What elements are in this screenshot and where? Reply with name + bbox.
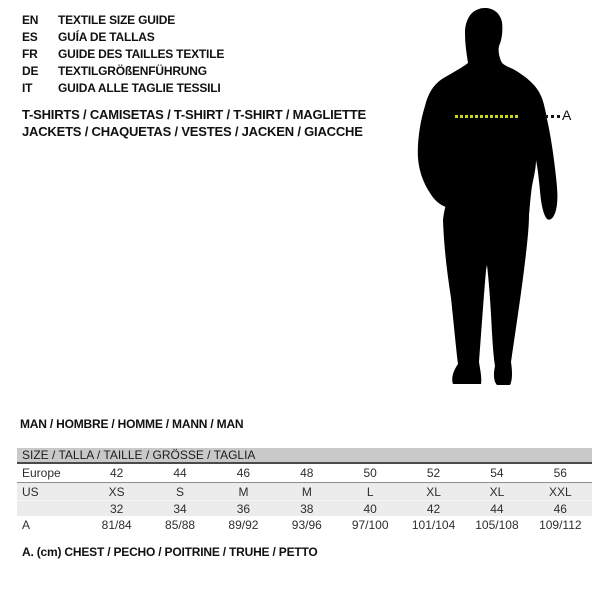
size-cell: 42: [110, 466, 124, 480]
size-cell: 34: [173, 501, 187, 516]
garment-categories: [22, 106, 366, 140]
size-cell: 44: [173, 466, 187, 480]
language-code: ES: [22, 30, 38, 44]
language-row-en: [22, 12, 224, 29]
table-row-numeric: [17, 500, 592, 516]
size-cell: 52: [426, 466, 441, 480]
size-cell: 32: [110, 501, 124, 516]
size-cell: 42: [426, 501, 441, 516]
size-table: [17, 448, 592, 533]
size-cell: XS: [108, 484, 125, 499]
size-cell: 50: [363, 466, 377, 480]
language-code: IT: [22, 81, 33, 95]
measure-label-a: A: [562, 107, 572, 123]
measure-pointer-dashes: [545, 115, 560, 118]
size-row-label: Europe: [22, 466, 61, 480]
language-row-it: [22, 80, 224, 97]
size-cell: 44: [490, 501, 504, 516]
size-cell: 48: [300, 466, 314, 480]
size-cell: 38: [300, 501, 314, 516]
size-cell: 56: [553, 466, 567, 480]
language-row-de: [22, 63, 224, 80]
chest-measure-dashed-line: [455, 115, 518, 118]
table-row-europe: [17, 464, 592, 483]
language-row-fr: [22, 46, 224, 63]
gender-label: MAN / HOMBRE / HOMME / MANN / MAN: [20, 417, 244, 431]
size-cell: XXL: [548, 484, 572, 499]
language-row-es: [22, 29, 224, 46]
size-cell: S: [176, 484, 185, 499]
language-title: GUIDA ALLE TAGLIE TESSILI: [58, 81, 221, 95]
size-cell: M: [301, 484, 312, 499]
language-code: FR: [22, 47, 38, 61]
size-cell: L: [366, 484, 374, 499]
category-tshirts: T-SHIRTS / CAMISETAS / T-SHIRT / T-SHIRT / MAGLIETTE: [22, 107, 366, 122]
size-cell: XL: [426, 484, 441, 499]
size-cell: 93/96: [291, 517, 322, 532]
size-row-label: A: [22, 517, 31, 532]
size-cell: 85/88: [165, 517, 196, 532]
size-cell: 81/84: [101, 517, 132, 532]
language-code: DE: [22, 64, 39, 78]
language-list: [22, 12, 224, 97]
size-table-header: [17, 448, 592, 464]
size-cell: 89/92: [228, 517, 259, 532]
category-jackets: JACKETS / CHAQUETAS / VESTES / JACKEN / GIACCHE: [22, 124, 363, 139]
size-cell: XL: [489, 484, 505, 499]
size-cell: 54: [490, 466, 504, 480]
language-code: EN: [22, 13, 39, 27]
size-cell: 97/100: [351, 517, 389, 532]
man-silhouette: [400, 0, 600, 400]
language-title: GUÍA DE TALLAS: [58, 30, 155, 44]
measurement-footnote: A. (cm) CHEST / PECHO / POITRINE / TRUHE / PETTO: [22, 545, 318, 559]
size-row-label: US: [22, 484, 39, 499]
language-title: GUIDE DES TAILLES TEXTILE: [58, 47, 225, 61]
table-row-chest-cm: [17, 516, 592, 533]
size-cell: 101/104: [411, 517, 456, 532]
size-cell: 46: [236, 466, 251, 480]
size-table-header-label: SIZE / TALLA / TAILLE / GRÖSSE / TAGLIA: [22, 448, 256, 462]
size-cell: M: [238, 484, 249, 499]
size-cell: 46: [553, 501, 567, 516]
size-cell: 105/108: [475, 517, 519, 532]
table-row-us: [17, 483, 592, 500]
size-cell: 40: [363, 501, 377, 516]
size-cell: 109/112: [539, 517, 582, 532]
language-title: TEXTILGRÖßENFÜHRUNG: [58, 64, 207, 78]
size-cell: 36: [236, 501, 251, 516]
language-title: TEXTILE SIZE GUIDE: [58, 13, 176, 27]
